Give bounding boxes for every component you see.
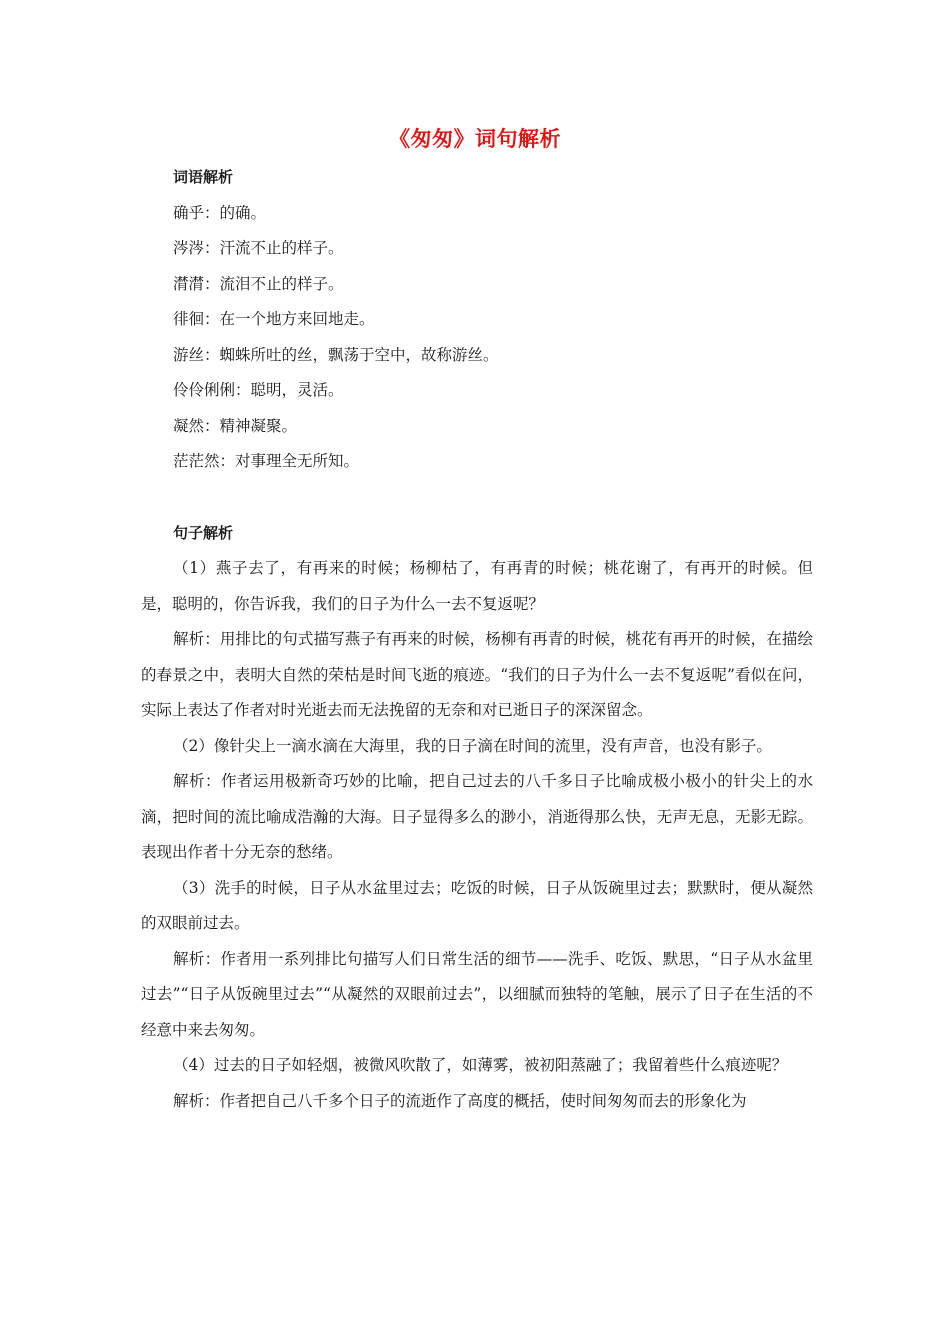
sentence-analysis: 解析：作者用一系列排比句描写人们日常生活的细节——洗手、吃饭、默思，“日子从水盆里过去”“日子从饭碗里过去”“从凝然的双眼前过去”，以细腻而独特的笔触，展示了日子在生活的不经意中来去匆匆。: [141, 949, 813, 1039]
word-item: 凝然：精神凝聚。: [173, 416, 298, 435]
words-section-heading: 词语解析: [173, 168, 234, 186]
word-item: 茫茫然：对事理全无所知。: [173, 452, 360, 470]
sentence-quote: （2）像针尖上一滴水滴在大海里，我的日子滴在时间的流里，没有声音，也没有影子。: [173, 736, 772, 755]
sentence-analysis: 解析：作者把自己八千多个日子的流逝作了高度的概括，使时间匆匆而去的形象化为: [173, 1091, 747, 1110]
sentence-quote: （3）洗手的时候，日子从水盆里过去；吃饭的时候，日子从饭碗里过去；默默时，便从凝然的双眼前过去。: [141, 878, 813, 932]
word-item: 伶伶俐俐：聪明，灵活。: [173, 381, 344, 399]
word-item: 徘徊：在一个地方来回地走。: [173, 310, 375, 328]
sentence-quote: （1）燕子去了，有再来的时候；杨柳枯了，有再青的时候；桃花谢了，有再开的时候。但是，聪明的，你告诉我，我们的日子为什么一去不复返呢？: [141, 559, 813, 613]
word-item: 确乎：的确。: [173, 203, 267, 222]
sentence-quote: （4）过去的日子如轻烟，被微风吹散了，如薄雾，被初阳蒸融了；我留着些什么痕迹呢？: [173, 1056, 788, 1074]
document-body: [141, 160, 813, 1119]
sentences-section-heading: 句子解析: [173, 523, 234, 542]
sentence-analysis: 解析：作者运用极新奇巧妙的比喻，把自己过去的八千多日子比喻成极小极小的针尖上的水滴，把时间的流比喻成浩瀚的大海。日子显得多么的渺小，消逝得那么快，无声无息，无影无踪。表现出作者十分无奈的愁绪。: [141, 772, 813, 861]
word-item: 涔涔：汗流不止的样子。: [173, 239, 344, 257]
section-spacer: [141, 480, 813, 516]
sentence-analysis: 解析：用排比的句式描写燕子有再来的时候，杨柳有再青的时候，桃花有再开的时候，在描绘的春景之中，表明大自然的荣枯是时间飞逝的痕迹。“我们的日子为什么一去不复返呢”看似在问，实际上表达了作者对时光逝去而无法挽留的无奈和对已逝日子的深深留念。: [141, 630, 813, 719]
word-item: 潸潸：流泪不止的样子。: [173, 274, 344, 293]
document-title: 《匆匆》词句解析: [389, 127, 561, 151]
word-item: 游丝：蜘蛛所吐的丝，飘荡于空中，故称游丝。: [173, 345, 499, 364]
